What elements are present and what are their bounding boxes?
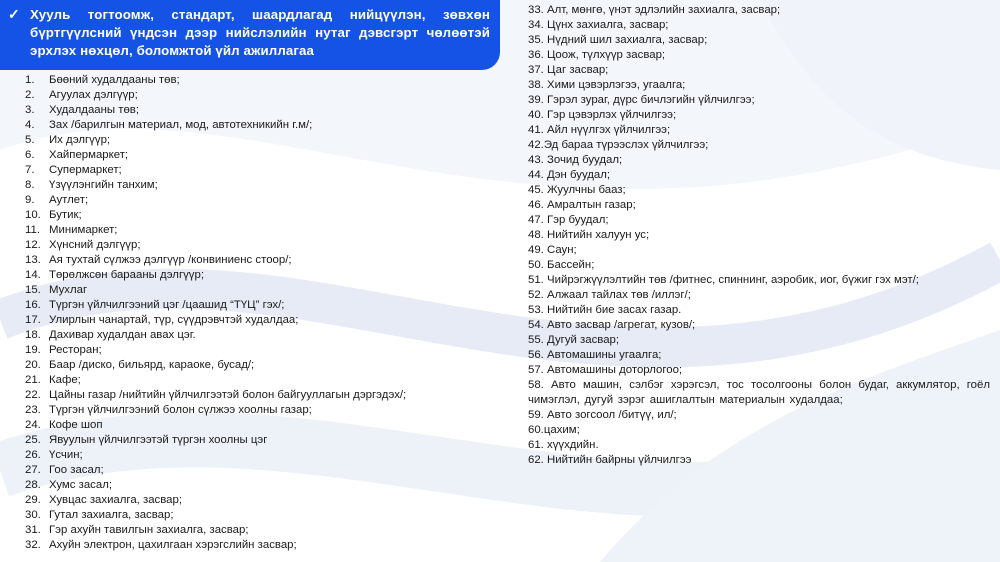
list-item-text: 50. Бассейн; — [528, 259, 595, 271]
list-item-number: 13. — [25, 254, 41, 266]
list-item — [528, 408, 990, 423]
list-item — [25, 388, 475, 403]
list-item-text: Гоо засал; — [49, 464, 104, 476]
list-item-text: Их дэлгүүр; — [49, 134, 111, 146]
list-item — [25, 418, 475, 433]
list-item-number: 23. — [25, 404, 41, 416]
list-item-number: 18. — [25, 329, 41, 341]
list-item-text: 39. Гэрэл зураг, дүрс бичлэгийн үйлчилгээ; — [528, 94, 755, 106]
list-item-text: 34. Цүнх захиалга, засвар; — [528, 19, 669, 31]
list-item-text: 37. Цаг засвар; — [528, 64, 609, 76]
list-item — [528, 318, 990, 333]
list-item-number: 16. — [25, 299, 41, 311]
list-item-text: Цайны газар /нийтийн үйлчилгээтэй болон байгууллагын дэргэдэх/; — [49, 389, 407, 401]
list-item-text: Явуулын үйлчилгээтэй түргэн хоолны цэг — [49, 434, 268, 446]
list-item-text: 53. Нийтийн бие засах газар. — [528, 304, 682, 316]
list-item-text: 36. Цоож, түлхүүр засвар; — [528, 49, 666, 61]
list-item — [25, 103, 475, 118]
list-item — [25, 268, 475, 283]
list-item-number: 30. — [25, 509, 41, 521]
checkmark-icon: ✓ — [8, 6, 20, 22]
list-item-text: 49. Саун; — [528, 244, 577, 256]
list-item-text: 35. Нүдний шил захиалга, засвар; — [528, 34, 708, 46]
list-item — [25, 298, 475, 313]
list-item — [25, 343, 475, 358]
list-item-text: Минимаркет; — [49, 224, 118, 236]
list-item-text: Ая тухтай сүлжээ дэлгүүр /конвиниенс стоор/; — [49, 254, 292, 266]
list-item-text: Зах /барилгын материал, мод, автотехникийн г.м/; — [49, 119, 313, 131]
list-item — [25, 238, 475, 253]
list-item-number: 10. — [25, 209, 41, 221]
list-item-text: Ахуйн электрон, цахилгаан хэрэгслийн засвар; — [49, 539, 297, 551]
list-item — [528, 213, 990, 228]
list-item — [25, 118, 475, 133]
list-item — [25, 163, 475, 178]
list-item — [528, 108, 990, 123]
list-item-number: 8. — [25, 179, 35, 191]
list-item-number: 24. — [25, 419, 41, 431]
list-item — [528, 303, 990, 318]
list-item — [528, 168, 990, 183]
list-item-text: 51. Чийрэгжүүлэлтийн төв /фитнес, спиннинг, аэробик, иог, бүжиг гэх мэт/; — [528, 274, 919, 286]
list-item — [528, 258, 990, 273]
list-item-number: 6. — [25, 149, 35, 161]
list-item-text: Агуулах дэлгүүр; — [49, 89, 138, 101]
list-item-text: Хайпермаркет; — [49, 149, 129, 161]
list-item — [528, 63, 990, 78]
list-item-number: 25. — [25, 434, 41, 446]
header-title: Хууль тогтоомж, стандарт, шаардлагад нийцүүлэн, зөвхөн бүртгүүлсний үндсэн дээр нийслэлийн нутаг дэвсгэрт чөлөөтэй эрхлэх нөхцөл, боломжтой үйл ажиллагаа — [30, 7, 490, 58]
list-item-number: 27. — [25, 464, 41, 476]
list-item-text: 46. Амралтын газар; — [528, 199, 636, 211]
list-item — [25, 448, 475, 463]
list-item-text: Бөөний худалдааны төв; — [49, 74, 180, 86]
list-item-text: 33. Алт, мөнгө, үнэт эдлэлийн захиалга, засвар; — [528, 4, 781, 16]
list-item — [25, 313, 475, 328]
list-item-text: 56. Автомашины угаалга; — [528, 349, 662, 361]
list-item-text: 43. Зочид буудал; — [528, 154, 623, 166]
list-item — [528, 93, 990, 108]
list-item — [528, 153, 990, 168]
list-item-text: Бутик; — [49, 209, 82, 221]
list-item — [25, 493, 475, 508]
list-item — [528, 273, 990, 288]
list-item-text: Кафе; — [49, 374, 81, 386]
list-item-number: 22. — [25, 389, 41, 401]
list-item — [528, 378, 990, 408]
list-item-text: Улирлын чанартай, түр, сүүдрэвчтэй худалдаа; — [49, 314, 299, 326]
list-item-text: 59. Авто зогсоол /битүү, ил/; — [528, 409, 677, 421]
list-item-text: Хувцас захиалга, засвар; — [49, 494, 182, 506]
list-item — [528, 48, 990, 63]
list-item-text: 38. Хими цэвэрлэгээ, угаалга; — [528, 79, 686, 91]
list-item — [25, 433, 475, 448]
list-item-text: Ресторан; — [49, 344, 102, 356]
list-item-number: 11. — [25, 224, 40, 236]
list-item — [528, 18, 990, 33]
list-item-text: Мухлаг — [49, 284, 88, 296]
list-item-text: 55. Дугуй засвар; — [528, 334, 620, 346]
list-item — [25, 403, 475, 418]
list-item-text: 52. Алжаал тайлах төв /иллэг/; — [528, 289, 691, 301]
list-item-number: 17. — [25, 314, 41, 326]
list-item — [528, 78, 990, 93]
list-item — [528, 198, 990, 213]
list-item — [25, 283, 475, 298]
list-item-text: 60.цахим; — [528, 424, 580, 436]
list-item — [25, 463, 475, 478]
list-item — [528, 453, 990, 468]
list-item-number: 14. — [25, 269, 41, 281]
list-item — [25, 223, 475, 238]
list-item-number: 28. — [25, 479, 41, 491]
list-item-number: 21. — [25, 374, 41, 386]
left-activity-list — [25, 73, 475, 553]
list-item — [25, 193, 475, 208]
list-item — [25, 133, 475, 148]
list-item-number: 32. — [25, 539, 41, 551]
list-item — [528, 183, 990, 198]
list-item — [25, 73, 475, 88]
list-item-number: 5. — [25, 134, 35, 146]
list-item — [25, 373, 475, 388]
list-item — [25, 208, 475, 223]
list-item-text: Супермаркет; — [49, 164, 122, 176]
list-item — [528, 438, 990, 453]
list-item — [528, 243, 990, 258]
list-item-number: 31. — [25, 524, 41, 536]
list-item-text: 62. Нийтийн байрны үйлчилгээ — [528, 454, 692, 466]
list-item-text: Дахивар худалдан авах цэг. — [49, 329, 196, 341]
list-item — [25, 178, 475, 193]
list-item-number: 2. — [25, 89, 35, 101]
list-item-number: 9. — [25, 194, 35, 206]
list-item — [528, 33, 990, 48]
list-item-text: 42.Эд бараа түрээслэх үйлчилгээ; — [528, 139, 709, 151]
list-item — [25, 253, 475, 268]
list-item-text: 57. Автомашины доторлогоо; — [528, 364, 683, 376]
list-item-number: 15. — [25, 284, 41, 296]
list-item-text: Баар /диско, бильярд, караоке, бусад/; — [49, 359, 255, 371]
list-item-text: 54. Авто засвар /агрегат, кузов/; — [528, 319, 696, 331]
list-item — [25, 523, 475, 538]
list-item-text: 48. Нийтийн халуун ус; — [528, 229, 650, 241]
list-item-text: Гутал захиалга, засвар; — [49, 509, 174, 521]
list-item-number: 26. — [25, 449, 41, 461]
list-item-text: 61. хүүхдийн. — [528, 439, 599, 451]
list-item-text: 58. Авто машин, сэлбэг хэрэгсэл, тос тосолгооны болон будаг, аккумлятор, гоёл чимэглэл, дугуй зэрэг ашиглалтын материалын худалдаа; — [528, 379, 990, 406]
list-item-number: 12. — [25, 239, 41, 251]
list-item-number: 7. — [25, 164, 35, 176]
list-item — [528, 228, 990, 243]
list-item-text: Гэр ахуйн тавилгын захиалга, засвар; — [49, 524, 249, 536]
list-item — [25, 358, 475, 373]
list-item-text: Үзүүлэнгийн танхим; — [49, 179, 158, 191]
list-item-number: 4. — [25, 119, 35, 131]
list-item — [25, 88, 475, 103]
list-item-number: 1. — [25, 74, 35, 86]
list-item-text: Төрөлжсөн барааны дэлгүүр; — [49, 269, 204, 281]
list-item — [528, 348, 990, 363]
list-item — [528, 333, 990, 348]
list-item — [528, 288, 990, 303]
list-item-text: Хумс засал; — [49, 479, 113, 491]
list-item — [528, 423, 990, 438]
list-item — [528, 138, 990, 153]
list-item — [528, 3, 990, 18]
list-item-text: 41. Айл нүүлгэх үйлчилгээ; — [528, 124, 671, 136]
list-item — [25, 508, 475, 523]
right-activity-list — [528, 3, 990, 468]
list-item — [25, 538, 475, 553]
list-item-text: Кофе шоп — [49, 419, 103, 431]
list-item-number: 3. — [25, 104, 35, 116]
list-item-text: 45. Жуулчны бааз; — [528, 184, 626, 196]
header-banner — [0, 0, 500, 70]
list-item-text: 40. Гэр цэвэрлэх үйлчилгээ; — [528, 109, 677, 121]
list-item-number: 20. — [25, 359, 41, 371]
list-item — [528, 123, 990, 138]
list-item-text: 47. Гэр буудал; — [528, 214, 609, 226]
list-item-text: Түргэн үйлчилгээний болон сүлжээ хоолны газар; — [49, 404, 312, 416]
list-item-number: 29. — [25, 494, 41, 506]
list-item-text: 44. Дэн буудал; — [528, 169, 611, 181]
list-item — [25, 328, 475, 343]
list-item — [25, 148, 475, 163]
list-item-number: 19. — [25, 344, 41, 356]
list-item-text: Аутлет; — [49, 194, 89, 206]
list-item-text: Түргэн үйлчилгээний цэг /цаашид “ТҮЦ” гэх/; — [49, 299, 285, 311]
list-item — [528, 363, 990, 378]
list-item-text: Үсчин; — [49, 449, 83, 461]
list-item — [25, 478, 475, 493]
list-item-text: Худалдааны төв; — [49, 104, 140, 116]
list-item-text: Хүнсний дэлгүүр; — [49, 239, 141, 251]
